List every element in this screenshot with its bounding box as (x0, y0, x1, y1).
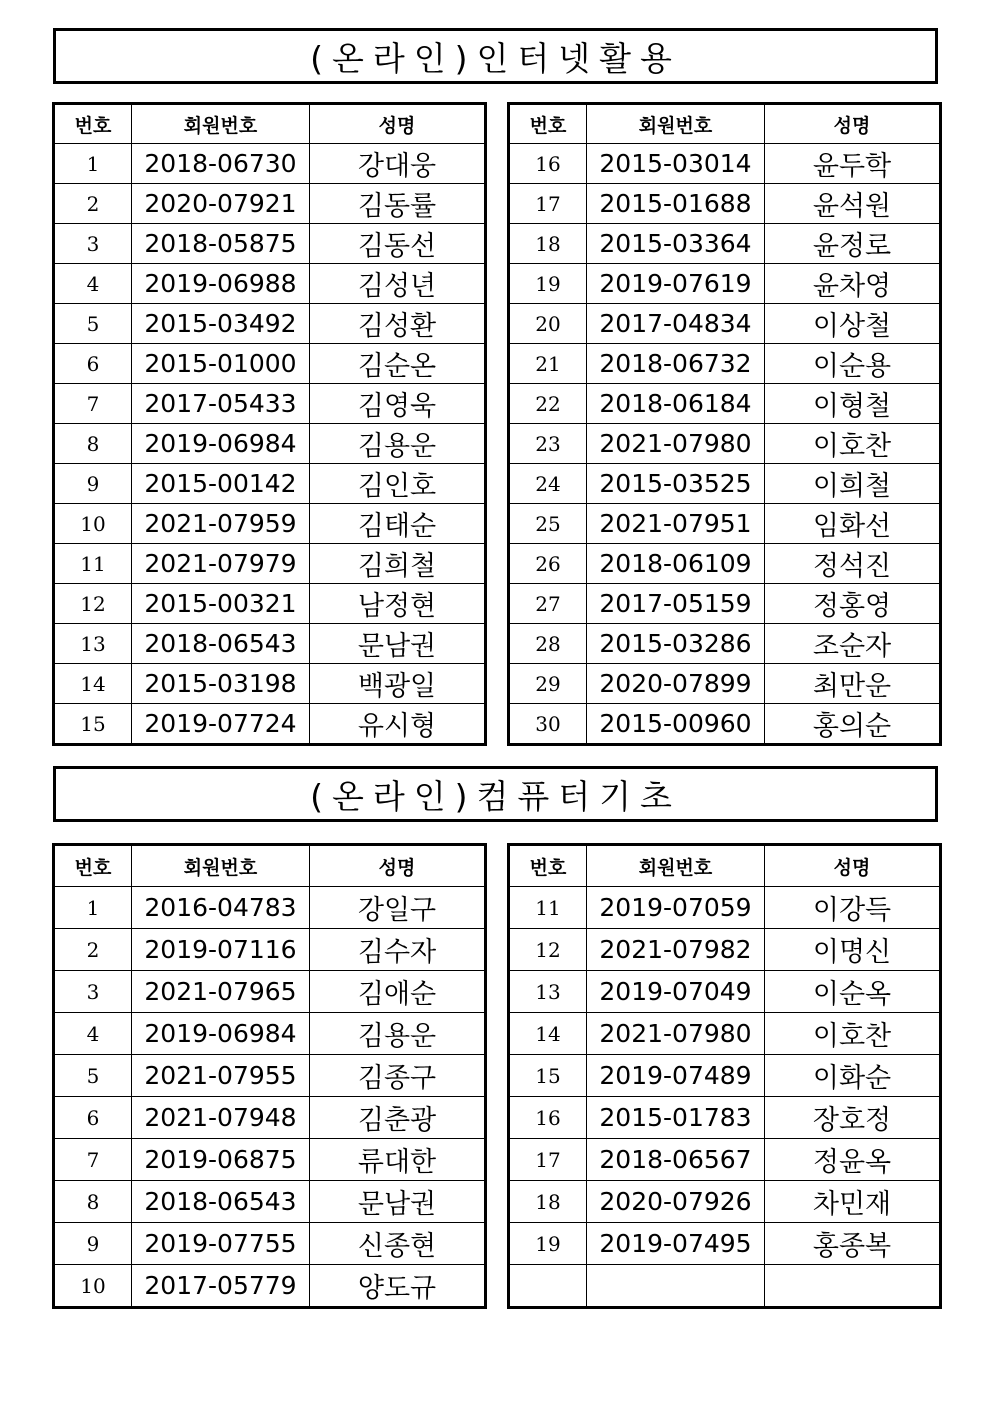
table-row (54, 1181, 486, 1223)
computer-roster-right (507, 843, 942, 1309)
member-id: 2016-04783 (132, 887, 310, 929)
table-row (509, 971, 941, 1013)
member-id: 2015-03286 (587, 624, 765, 664)
table-row (54, 264, 486, 304)
member-id: 2021-07979 (132, 544, 310, 584)
member-name: 윤차영 (765, 264, 941, 304)
member-name: 김춘광 (310, 1097, 486, 1139)
row-number: 27 (509, 584, 587, 624)
member-name: 양도규 (310, 1265, 486, 1308)
member-name: 백광일 (310, 664, 486, 704)
member-name: 윤두학 (765, 144, 941, 184)
row-number: 3 (54, 971, 132, 1013)
row-number: 15 (509, 1055, 587, 1097)
internet-roster-right (507, 102, 942, 746)
table-row (54, 704, 486, 745)
member-name: 윤정로 (765, 224, 941, 264)
header-name: 성명 (765, 845, 941, 887)
member-name: 정석진 (765, 544, 941, 584)
member-name: 김순온 (310, 344, 486, 384)
row-number: 13 (509, 971, 587, 1013)
header-no: 번호 (509, 845, 587, 887)
table-row (509, 304, 941, 344)
member-name: 김성환 (310, 304, 486, 344)
header-no: 번호 (54, 104, 132, 144)
member-id: 2020-07899 (587, 664, 765, 704)
member-name: 강대웅 (310, 144, 486, 184)
member-id: 2021-07948 (132, 1097, 310, 1139)
row-number: 8 (54, 1181, 132, 1223)
member-name: 임화선 (765, 504, 941, 544)
member-id: 2018-06732 (587, 344, 765, 384)
row-number: 14 (54, 664, 132, 704)
member-id: 2019-06984 (132, 1013, 310, 1055)
member-name: 윤석원 (765, 184, 941, 224)
member-id: 2019-06875 (132, 1139, 310, 1181)
table-row (54, 184, 486, 224)
table-row (54, 504, 486, 544)
member-name: 김애순 (310, 971, 486, 1013)
member-name: 김동률 (310, 184, 486, 224)
table-row (54, 584, 486, 624)
member-id: 2019-06988 (132, 264, 310, 304)
member-id: 2021-07982 (587, 929, 765, 971)
row-number: 7 (54, 1139, 132, 1181)
header-member-id: 회원번호 (587, 104, 765, 144)
member-name: 강일구 (310, 887, 486, 929)
member-id: 2015-00321 (132, 584, 310, 624)
table-row (509, 144, 941, 184)
table-row (509, 544, 941, 584)
member-id: 2018-06543 (132, 624, 310, 664)
row-number: 12 (54, 584, 132, 624)
member-id: 2018-06730 (132, 144, 310, 184)
member-id: 2017-05433 (132, 384, 310, 424)
section-title-computer-basics: (온라인)컴퓨터기초 (53, 766, 938, 822)
table-row (509, 224, 941, 264)
member-id: 2019-07495 (587, 1223, 765, 1265)
row-number: 26 (509, 544, 587, 584)
member-name: 문남권 (310, 624, 486, 664)
row-number: 17 (509, 1139, 587, 1181)
member-id: 2021-07959 (132, 504, 310, 544)
table-row (509, 1097, 941, 1139)
table-row (509, 424, 941, 464)
row-number: 11 (54, 544, 132, 584)
row-number: 14 (509, 1013, 587, 1055)
member-id: 2021-07955 (132, 1055, 310, 1097)
member-name: 김동선 (310, 224, 486, 264)
row-number: 3 (54, 224, 132, 264)
table-row (54, 929, 486, 971)
member-id: 2019-07489 (587, 1055, 765, 1097)
member-id: 2015-03492 (132, 304, 310, 344)
member-id: 2017-05159 (587, 584, 765, 624)
row-number: 24 (509, 464, 587, 504)
table-row (54, 887, 486, 929)
table-row (509, 1181, 941, 1223)
row-number: 4 (54, 264, 132, 304)
table-row (509, 929, 941, 971)
member-name: 김희철 (310, 544, 486, 584)
member-name: 이강득 (765, 887, 941, 929)
member-id: 2019-06984 (132, 424, 310, 464)
computer-roster-left (52, 843, 487, 1309)
member-name: 조순자 (765, 624, 941, 664)
table-row (54, 664, 486, 704)
table-row (54, 1013, 486, 1055)
table-header-row (509, 845, 941, 887)
row-number: 30 (509, 704, 587, 745)
member-name: 류대한 (310, 1139, 486, 1181)
table-row (54, 304, 486, 344)
row-number: 1 (54, 144, 132, 184)
member-id: 2019-07059 (587, 887, 765, 929)
table-row (54, 624, 486, 664)
row-number: 6 (54, 1097, 132, 1139)
member-name: 이형철 (765, 384, 941, 424)
table-row (509, 624, 941, 664)
table-row (54, 1097, 486, 1139)
row-number: 29 (509, 664, 587, 704)
row-number: 5 (54, 304, 132, 344)
member-id: 2021-07980 (587, 1013, 765, 1055)
row-number: 5 (54, 1055, 132, 1097)
header-no: 번호 (509, 104, 587, 144)
row-number: 8 (54, 424, 132, 464)
member-name: 김영욱 (310, 384, 486, 424)
member-id: 2015-03525 (587, 464, 765, 504)
table-row (54, 1139, 486, 1181)
table-row (54, 464, 486, 504)
member-id (587, 1265, 765, 1308)
member-id: 2021-07965 (132, 971, 310, 1013)
table-row (509, 344, 941, 384)
member-id: 2021-07951 (587, 504, 765, 544)
member-name: 김용운 (310, 424, 486, 464)
internet-roster-left (52, 102, 487, 746)
row-number: 19 (509, 1223, 587, 1265)
row-number: 22 (509, 384, 587, 424)
table-row (54, 971, 486, 1013)
row-number: 9 (54, 464, 132, 504)
table-row (509, 1055, 941, 1097)
table-row (509, 184, 941, 224)
member-id: 2018-06543 (132, 1181, 310, 1223)
member-id: 2015-01000 (132, 344, 310, 384)
header-name: 성명 (310, 845, 486, 887)
member-id: 2015-00960 (587, 704, 765, 745)
row-number: 2 (54, 184, 132, 224)
table-header-row (509, 104, 941, 144)
row-number: 12 (509, 929, 587, 971)
member-id: 2015-00142 (132, 464, 310, 504)
table-row (509, 1265, 941, 1308)
row-number: 9 (54, 1223, 132, 1265)
row-number: 18 (509, 1181, 587, 1223)
row-number: 2 (54, 929, 132, 971)
member-name: 이명신 (765, 929, 941, 971)
table-row (509, 1139, 941, 1181)
member-id: 2015-03014 (587, 144, 765, 184)
member-name: 김용운 (310, 1013, 486, 1055)
table-row (509, 887, 941, 929)
member-id: 2018-06567 (587, 1139, 765, 1181)
member-id: 2019-07049 (587, 971, 765, 1013)
member-name: 홍의순 (765, 704, 941, 745)
member-id: 2015-03198 (132, 664, 310, 704)
member-name: 홍종복 (765, 1223, 941, 1265)
table-row (54, 384, 486, 424)
member-name: 이순용 (765, 344, 941, 384)
row-number: 4 (54, 1013, 132, 1055)
member-id: 2019-07116 (132, 929, 310, 971)
table-row (509, 504, 941, 544)
header-member-id: 회원번호 (587, 845, 765, 887)
row-number: 18 (509, 224, 587, 264)
row-number: 28 (509, 624, 587, 664)
row-number: 13 (54, 624, 132, 664)
member-id: 2020-07921 (132, 184, 310, 224)
table-row (509, 464, 941, 504)
header-member-id: 회원번호 (132, 845, 310, 887)
member-id: 2015-01783 (587, 1097, 765, 1139)
member-id: 2018-06109 (587, 544, 765, 584)
table-row (54, 1223, 486, 1265)
table-row (54, 144, 486, 184)
member-name: 정홍영 (765, 584, 941, 624)
member-name: 유시형 (310, 704, 486, 745)
member-id: 2019-07724 (132, 704, 310, 745)
table-row (54, 1265, 486, 1308)
section-title-internet: (온라인)인터넷활용 (53, 28, 938, 84)
member-name: 이화순 (765, 1055, 941, 1097)
member-id: 2017-04834 (587, 304, 765, 344)
row-number: 25 (509, 504, 587, 544)
member-name: 남정현 (310, 584, 486, 624)
member-id: 2019-07755 (132, 1223, 310, 1265)
member-id: 2015-03364 (587, 224, 765, 264)
table-row (509, 664, 941, 704)
member-name: 문남권 (310, 1181, 486, 1223)
row-number: 21 (509, 344, 587, 384)
table-row (54, 1055, 486, 1097)
member-name: 차민재 (765, 1181, 941, 1223)
member-name: 김인호 (310, 464, 486, 504)
member-name: 장호정 (765, 1097, 941, 1139)
row-number: 10 (54, 504, 132, 544)
member-name: 김수자 (310, 929, 486, 971)
member-name: 이상철 (765, 304, 941, 344)
row-number: 1 (54, 887, 132, 929)
table-header-row (54, 845, 486, 887)
member-name: 김성년 (310, 264, 486, 304)
row-number (509, 1265, 587, 1308)
table-header-row (54, 104, 486, 144)
header-name: 성명 (310, 104, 486, 144)
row-number: 6 (54, 344, 132, 384)
member-name: 이순옥 (765, 971, 941, 1013)
member-name: 이희철 (765, 464, 941, 504)
table-row (509, 704, 941, 745)
table-row (54, 344, 486, 384)
row-number: 15 (54, 704, 132, 745)
table-row (509, 264, 941, 304)
member-name: 정윤옥 (765, 1139, 941, 1181)
table-row (509, 384, 941, 424)
row-number: 20 (509, 304, 587, 344)
row-number: 17 (509, 184, 587, 224)
table-row (54, 424, 486, 464)
member-id: 2021-07980 (587, 424, 765, 464)
member-name: 신종현 (310, 1223, 486, 1265)
table-row (509, 584, 941, 624)
header-name: 성명 (765, 104, 941, 144)
table-row (509, 1223, 941, 1265)
member-name: 이호찬 (765, 1013, 941, 1055)
row-number: 11 (509, 887, 587, 929)
table-row (54, 544, 486, 584)
header-member-id: 회원번호 (132, 104, 310, 144)
member-name (765, 1265, 941, 1308)
row-number: 7 (54, 384, 132, 424)
row-number: 16 (509, 1097, 587, 1139)
member-id: 2019-07619 (587, 264, 765, 304)
member-id: 2017-05779 (132, 1265, 310, 1308)
member-name: 이호찬 (765, 424, 941, 464)
member-name: 김태순 (310, 504, 486, 544)
member-id: 2018-05875 (132, 224, 310, 264)
member-id: 2015-01688 (587, 184, 765, 224)
header-no: 번호 (54, 845, 132, 887)
row-number: 19 (509, 264, 587, 304)
member-name: 최만운 (765, 664, 941, 704)
row-number: 16 (509, 144, 587, 184)
member-name: 김종구 (310, 1055, 486, 1097)
table-row (54, 224, 486, 264)
member-id: 2020-07926 (587, 1181, 765, 1223)
row-number: 23 (509, 424, 587, 464)
table-row (509, 1013, 941, 1055)
row-number: 10 (54, 1265, 132, 1308)
member-id: 2018-06184 (587, 384, 765, 424)
